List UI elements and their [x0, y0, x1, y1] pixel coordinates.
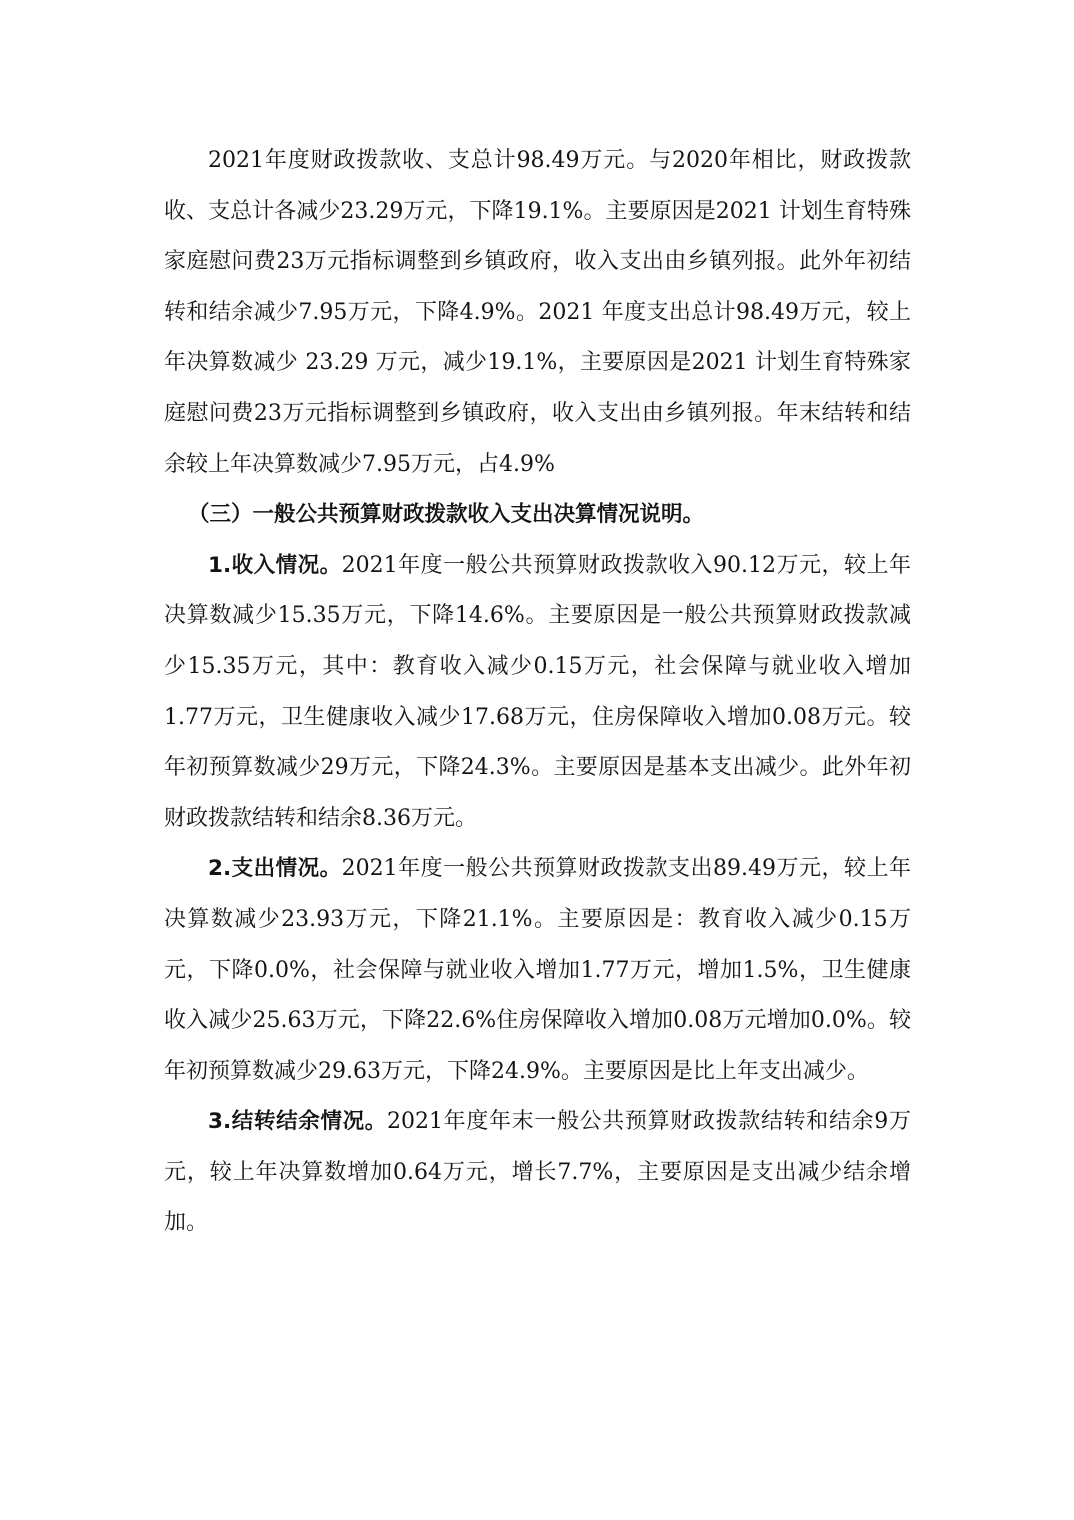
expense-body: 2021年度一般公共预算财政拨款支出89.49万元，较上年决算数减少23.93万元，下降21.1%。主要原因是：教育收入减少0.15万元，下降0.0%，社会保障与就业收入增加1.77万元，增加1.5%，卫生健康收入减少25.63万元，下降22.6%住房保障收入增加0.08万元增加0.0%。较年初预算数减少29.63万元，下降24.9%。主要原因是比上年支出减少。: [164, 856, 911, 1084]
paragraph-expense: [164, 844, 911, 1097]
paragraph-fiscal-appropriation-total: 2021年度财政拨款收、支总计98.49万元。与2020年相比，财政拨款收、支总计各减少23.29万元，下降19.1%。主要原因是2021 计划生育特殊家庭慰问费23万元指标调整到乡镇政府，收入支出由乡镇列报。此外年初结转和结余减少7.95万元，下降4.9%。2021 年度支出总计98.49万元，较上年决算数减少 23.29 万元，减少19.1%，主要原因是2021 计划生育特殊家庭慰问费23万元指标调整到乡镇政府，收入支出由乡镇列报。年末结转和结余较上年决算数减少7.95万元，占4.9%: [164, 148, 911, 477]
balance-body: 2021年度年末一般公共预算财政拨款结转和结余9万元，较上年决算数增加0.64万元，增长7.7%，主要原因是支出减少结余增加。: [164, 1109, 911, 1236]
document-body: [164, 136, 911, 1249]
expense-lead: 2.支出情况。: [208, 856, 342, 882]
income-lead: 1.收入情况。: [208, 552, 342, 578]
balance-lead: 3.结转结余情况。: [208, 1109, 387, 1135]
section-heading-general-budget: （三）一般公共预算财政拨款收入支出决算情况说明。: [188, 502, 705, 528]
paragraph-balance: [164, 1097, 911, 1249]
paragraph-income: [164, 541, 911, 845]
income-body: 2021年度一般公共预算财政拨款收入90.12万元，较上年决算数减少15.35万元，下降14.6%。主要原因是一般公共预算财政拨款减少15.35万元，其中：教育收入减少0.15万元，社会保障与就业收入增加1.77万元，卫生健康收入减少17.68万元，住房保障收入增加0.08万元。较年初预算数减少29万元，下降24.3%。主要原因是基本支出减少。此外年初财政拨款结转和结余8.36万元。: [164, 552, 911, 831]
